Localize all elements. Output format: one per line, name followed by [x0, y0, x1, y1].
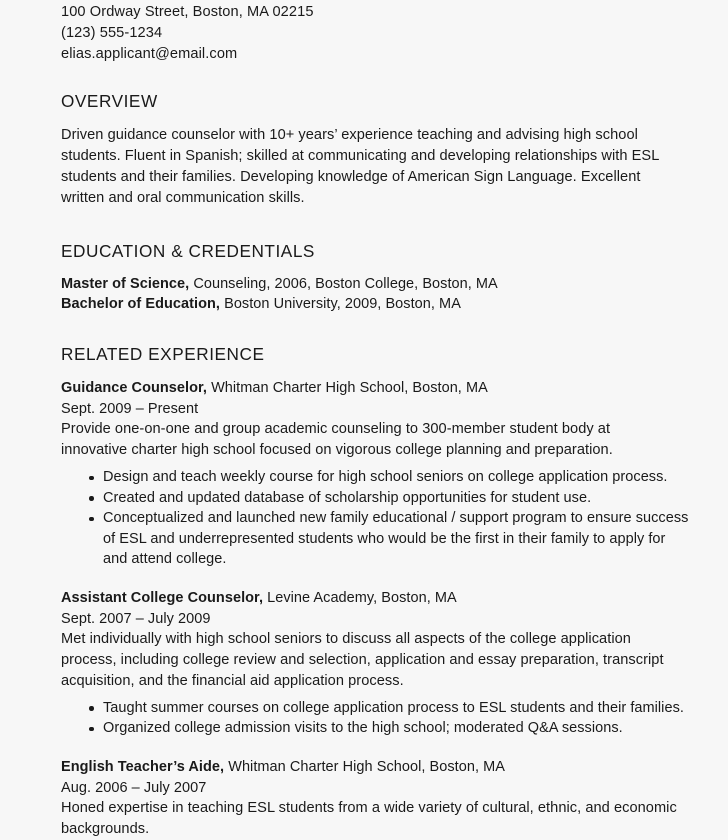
- contact-address: 100 Ordway Street, Boston, MA 02215: [61, 4, 314, 20]
- experience-dates: Sept. 2009 – Present: [61, 401, 199, 417]
- contact-phone: (123) 555-1234: [61, 25, 163, 41]
- bullet-text: Organized college admission visits to the high school; moderated Q&A sessions.: [103, 720, 623, 736]
- section-heading-experience: RELATED EXPERIENCE: [61, 344, 265, 364]
- list-item: [61, 508, 690, 570]
- bullet-icon: [89, 706, 94, 711]
- education-entry: [61, 275, 690, 295]
- spacer: [61, 739, 690, 757]
- contact-email: elias.applicant@email.com: [61, 46, 238, 62]
- overview-paragraph: Driven guidance counselor with 10+ years’ experience teaching and advising high school students. Fluent in Spanish; skilled at communicating and developing relationships with ESL students and their families. Developing knowledge of American Sign Language. Excellent written and oral communication skills.: [61, 127, 659, 206]
- list-item: [61, 488, 690, 509]
- experience-title-line: [61, 378, 690, 399]
- experience-employer: Whitman Charter High School, Boston, MA: [206, 380, 488, 396]
- spacer: [61, 65, 690, 91]
- experience-entry: [61, 588, 690, 739]
- list-item: [61, 467, 690, 488]
- education-degree: Master of Science,: [61, 276, 190, 292]
- experience-title-line: [61, 757, 690, 778]
- experience-employer: Levine Academy, Boston, MA: [263, 589, 457, 606]
- bullet-text: Taught summer courses on college application process to ESL students and their families.: [103, 699, 684, 716]
- spacer: [61, 314, 690, 344]
- section-heading-education: EDUCATION & CREDENTIALS: [61, 241, 315, 261]
- experience-summary: Met individually with high school seniors to discuss all aspects of the college application process, including college review and selection, application and essay preparation, transcript acquisition, and the financial aid application process.: [61, 630, 664, 689]
- experience-employer: Whitman Charter High School, Boston, MA: [224, 758, 505, 775]
- experience-job-title: English Teacher’s Aide,: [61, 758, 225, 775]
- spacer: [61, 365, 690, 378]
- education-details: Counseling, 2006, Boston College, Boston, MA: [189, 276, 498, 292]
- bullet-icon: [89, 476, 94, 481]
- resume-document: [61, 0, 690, 840]
- experience-job-title: Assistant College Counselor,: [61, 589, 264, 606]
- spacer: [61, 209, 690, 241]
- bullet-text: Conceptualized and launched new family educational / support program to ensure success of ESL and underrepresented students who would be the first in their family to apply for and attend college.: [103, 510, 689, 567]
- experience-job-title: Guidance Counselor,: [61, 380, 207, 396]
- experience-entry: [61, 378, 690, 570]
- education-degree: Bachelor of Education,: [61, 295, 221, 312]
- bullet-icon: [89, 496, 94, 501]
- bullet-text: Created and updated database of scholarship opportunities for student use.: [103, 489, 592, 506]
- spacer: [61, 262, 690, 275]
- education-details: Boston University, 2009, Boston, MA: [220, 295, 461, 312]
- list-item: [61, 718, 690, 739]
- spacer: [61, 112, 690, 125]
- experience-dates: Aug. 2006 – July 2007: [61, 779, 207, 796]
- experience-summary: Provide one-on-one and group academic counseling to 300-member student body at innovative charter high school focused on vigorous college planning and preparation.: [61, 421, 613, 458]
- experience-dates: Sept. 2007 – July 2009: [61, 610, 211, 627]
- bullet-icon: [89, 517, 94, 522]
- contact-block: [61, 2, 690, 65]
- experience-summary: Honed expertise in teaching ESL students from a wide variety of cultural, ethnic, and economic backgrounds.: [61, 799, 677, 837]
- experience-entry: [61, 757, 690, 840]
- list-item: [61, 698, 690, 719]
- spacer: [61, 570, 690, 588]
- bullet-icon: [89, 727, 94, 732]
- education-entry: [61, 295, 690, 315]
- experience-title-line: [61, 588, 690, 609]
- experience-bullet-list: [61, 698, 690, 739]
- section-heading-overview: OVERVIEW: [61, 91, 158, 111]
- bullet-text: Design and teach weekly course for high school seniors on college application process.: [103, 469, 668, 485]
- experience-bullet-list: [61, 467, 690, 570]
